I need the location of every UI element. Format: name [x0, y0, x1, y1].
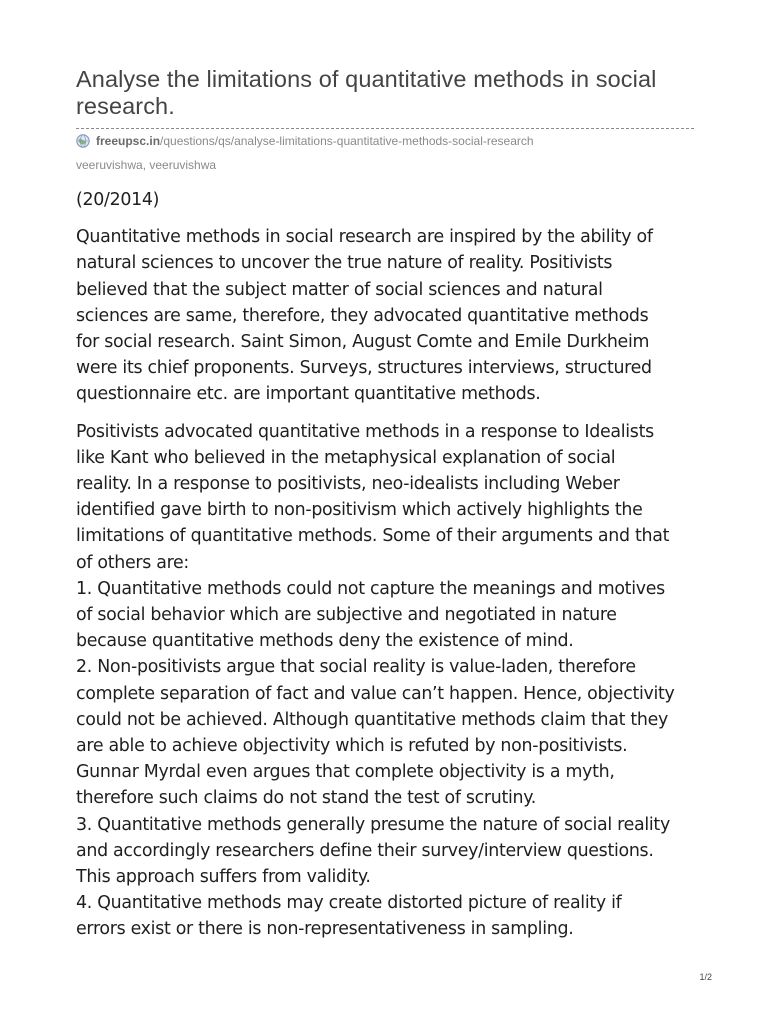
text-line: sciences are same, therefore, they advocated quantitative methods: [76, 305, 649, 326]
text-line: and accordingly researchers define their survey/interview questions.: [76, 840, 654, 861]
text-line: for social research. Saint Simon, August Comte and Emile Durkheim: [76, 332, 650, 353]
title-line: research.: [76, 93, 175, 119]
page-number: 1/2: [699, 972, 712, 982]
text-line: complete separation of fact and value can’t happen. Hence, objectivity: [76, 683, 675, 704]
paragraph-intro: [76, 224, 696, 407]
text-line: therefore such claims do not stand the test of scrutiny.: [76, 788, 536, 809]
source-link[interactable]: [76, 133, 696, 149]
text-line: could not be achieved. Although quantitative methods claim that they: [76, 709, 668, 730]
title-divider: [76, 128, 694, 129]
title-line: Analyse the limitations of quantitative methods in social: [76, 66, 657, 92]
source-path[interactable]: /questions/qs/analyse-limitations-quantitative-methods-social-research: [160, 134, 534, 148]
list-item: 3. Quantitative methods generally presume the nature of social reality: [76, 814, 670, 835]
text-line: because quantitative methods deny the existence of mind.: [76, 631, 574, 652]
text-line: believed that the subject matter of social sciences and natural: [76, 279, 603, 300]
author-line: veeruvishwa, veeruvishwa: [76, 158, 217, 172]
text-line: were its chief proponents. Surveys, structures interviews, structured: [76, 358, 652, 379]
text-line: like Kant who believed in the metaphysical explanation of social: [76, 447, 616, 468]
document-page: [76, 66, 696, 943]
text-line: of others are:: [76, 552, 189, 573]
paragraph-limitations: [76, 419, 696, 943]
text-line: are able to achieve objectivity which is refuted by non-positivists.: [76, 736, 628, 757]
globe-icon: [76, 134, 90, 148]
text-line: Positivists advocated quantitative methods in a response to Idealists: [76, 421, 654, 442]
text-line: questionnaire etc. are important quantitative methods.: [76, 384, 541, 405]
text-line: limitations of quantitative methods. Some of their arguments and that: [76, 526, 670, 547]
text-line: of social behavior which are subjective and negotiated in nature: [76, 605, 617, 626]
text-line: errors exist or there is non-representativeness in sampling.: [76, 919, 574, 940]
text-line: This approach suffers from validity.: [76, 867, 371, 888]
text-line: reality. In a response to positivists, neo-idealists including Weber: [76, 474, 620, 495]
text-line: Gunnar Myrdal even argues that complete objectivity is a myth,: [76, 762, 615, 783]
text-line: Quantitative methods in social research are inspired by the ability of: [76, 227, 653, 248]
year-tag: (20/2014): [76, 190, 160, 210]
text-line: identified gave birth to non-positivism which actively highlights the: [76, 500, 643, 521]
page-title: [76, 66, 696, 120]
list-item: 1. Quantitative methods could not capture the meanings and motives: [76, 578, 665, 599]
list-item: 2. Non-positivists argue that social reality is value-laden, therefore: [76, 657, 636, 678]
source-domain[interactable]: freeupsc.in: [96, 134, 161, 148]
text-line: natural sciences to uncover the true nature of reality. Positivists: [76, 253, 613, 274]
list-item: 4. Quantitative methods may create distorted picture of reality if: [76, 893, 622, 914]
